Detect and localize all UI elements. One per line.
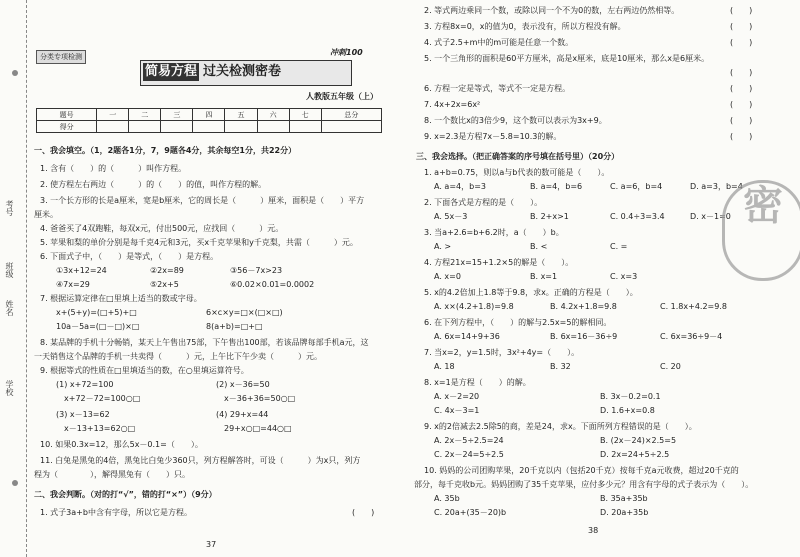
page-number: 38 [588, 526, 599, 535]
choice-7-option[interactable]: B. 32 [550, 362, 571, 371]
choice-2-option[interactable]: D. x－1=0 [690, 212, 731, 221]
question-9-item: (2) x－36=50 [216, 380, 270, 389]
score-cell[interactable] [193, 121, 225, 133]
question-4: 4. 爸爸买了4双跑鞋，每双x元，付出500元，应找回（ ）元。 [40, 224, 284, 233]
choice-10-option[interactable]: C. 20a+(35－20)b [434, 508, 507, 517]
answer-paren[interactable]: ( ) [730, 132, 753, 141]
question-2: 2. 使方程左右两边（ ）的（ ）的值，叫作方程的解。 [40, 180, 267, 189]
choice-8-option[interactable]: B. 3x－0.2=0.1 [600, 392, 661, 401]
choice-10-option[interactable]: B. 35a+35b [600, 494, 648, 503]
judge-1: 1. 式子3a+b中含有字母，所以它是方程。 [40, 508, 192, 517]
binding-margin [0, 0, 27, 557]
question-6-option: ④7x=29 [56, 280, 90, 289]
choice-5-option[interactable]: A. x×(4.2+1.8)=9.8 [434, 302, 514, 311]
choice-2-option[interactable]: B. 2+x>1 [530, 212, 569, 221]
margin-school-label: 学校 [5, 380, 14, 396]
binding-hole [12, 480, 18, 486]
choice-3: 3. 当a+2.6=b+6.2时，a（ ）b。 [424, 228, 564, 237]
question-5: 5. 苹果和梨的单价分别是每千克4元和3元，买x千克苹果和y千克梨，共需（ ）元。 [40, 238, 358, 247]
answer-paren[interactable]: ( ) [730, 38, 753, 47]
choice-2-option[interactable]: A. 5x－3 [434, 212, 468, 221]
choice-5: 5. x的4.2倍加上1.8等于9.8，求x。正确的方程是（ ）。 [424, 288, 638, 297]
section-1-heading: 一、我会填空。（1，2题各1分，7，9题各4分，其余每空1分，共22分） [34, 146, 297, 155]
page-number: 37 [206, 540, 217, 549]
score-cell[interactable] [225, 121, 257, 133]
question-9-item: x+72－72=100○□ [64, 394, 141, 403]
question-3-cont: 厘米。 [34, 210, 58, 219]
choice-10: 10. 妈妈的公司团购苹果，20千克以内（包括20千克）按每千克a元收费，超过20千克的 [424, 466, 739, 475]
question-6: 6. 下面式子中，（ ）是等式，（ ）是方程。 [40, 252, 219, 261]
score-header-cell: 总分 [321, 109, 381, 121]
title-highlight: 简易方程 [144, 64, 197, 79]
question-9-item: 29+x○□=44○□ [224, 424, 292, 433]
edition-label: 人教版五年级（上） [306, 92, 378, 101]
choice-8-option[interactable]: C. 4x－3=1 [434, 406, 480, 415]
score-header-cell: 题号 [37, 109, 97, 121]
question-7-item: 8(a+b)=□+□ [206, 322, 263, 331]
choice-6-option[interactable]: B. 6x=16－36÷9 [550, 332, 618, 341]
score-cell[interactable] [129, 121, 161, 133]
answer-paren[interactable]: ( ) [730, 68, 753, 77]
margin-name-label: 姓名 [5, 300, 14, 316]
margin-id-label: 考号 [5, 200, 14, 216]
choice-6-option[interactable]: C. 6x=36÷9－4 [660, 332, 723, 341]
score-cell[interactable] [321, 121, 381, 133]
question-9-item: (3) x－13=62 [56, 410, 110, 419]
score-header-cell: 四 [193, 109, 225, 121]
question-6-option: ①3x+12=24 [56, 266, 107, 275]
choice-4: 4. 方程21x=15+1.2×5的解是（ ）。 [424, 258, 574, 267]
choice-2-option[interactable]: C. 0.4÷3=3.4 [610, 212, 665, 221]
question-7-item: x+(5+y)=(□+5)+□ [56, 308, 137, 317]
judge-7: 7. 4x+2x=6x² [424, 100, 481, 109]
choice-10-option[interactable]: D. 20a+35b [600, 508, 649, 517]
choice-8-option[interactable]: D. 1.6+x=0.8 [600, 406, 655, 415]
score-row-label: 得分 [37, 121, 97, 133]
choice-1-option[interactable]: D. a=3，b=4 [690, 182, 743, 191]
score-cell[interactable] [289, 121, 321, 133]
title-banner [140, 60, 352, 86]
choice-10-cont: 部分，每千克收b元。妈妈团购了35千克苹果，应付多少元？用含有字母的式子表示为（ ）。 [414, 480, 754, 489]
choice-10-option[interactable]: A. 35b [434, 494, 460, 503]
answer-paren[interactable]: ( ) [730, 6, 753, 15]
choice-9-option[interactable]: C. 2x－24=5÷2.5 [434, 450, 504, 459]
score-header-cell: 一 [97, 109, 129, 121]
choice-6: 6. 在下列方程中，（ ）的解与2.5x=5的解相同。 [424, 318, 612, 327]
score-cell[interactable] [161, 121, 193, 133]
answer-paren[interactable]: ( ) [730, 84, 753, 93]
section-2-heading: 二、我会判断。（对的打“√”，错的打“×”）（9分） [34, 490, 217, 499]
score-header-cell: 三 [161, 109, 193, 121]
judge-5: 5. 一个三角形的面积是60平方厘米，高是x厘米，底是10厘米，那么x是6厘米。 [424, 54, 710, 63]
score-cell[interactable] [257, 121, 289, 133]
score-header-row [37, 109, 382, 121]
judge-2: 2. 等式两边乘同一个数，或除以同一个不为0的数，左右两边仍然相等。 [424, 6, 680, 15]
choice-3-option[interactable]: A. > [434, 242, 452, 251]
title-text: 过关检测密卷 [203, 64, 282, 79]
choice-7-option[interactable]: A. 18 [434, 362, 455, 371]
question-3: 3. 一个长方形的长是a厘米，宽是b厘米，它的周长是（ ）厘米，面积是（ ）平方 [40, 196, 365, 205]
question-6-option: ③56－7x>23 [230, 266, 283, 275]
question-6-option: ②2x=89 [150, 266, 184, 275]
choice-3-option[interactable]: C. = [610, 242, 628, 251]
choice-4-option[interactable]: C. x=3 [610, 272, 638, 281]
score-header-cell: 五 [225, 109, 257, 121]
answer-paren[interactable]: ( ) [730, 116, 753, 125]
question-11: 11. 白兔是黑兔的4倍，黑兔比白兔少360只，列方程解答时，可设（ ）为x只，列方 [40, 456, 361, 465]
choice-9-option[interactable]: D. 2x=24+5÷2.5 [600, 450, 670, 459]
choice-1: 1. a+b=0.75，则以a与b代表的数可能是（ ）。 [424, 168, 610, 177]
choice-7-option[interactable]: C. 20 [660, 362, 681, 371]
choice-7: 7. 当x=2，y=1.5时，3x²+4y=（ ）。 [424, 348, 580, 357]
question-9-item: (1) x+72=100 [56, 380, 114, 389]
judge-4: 4. 式子2.5+m中的m可能是任意一个数。 [424, 38, 574, 47]
question-7-item: 6×c×y=□×(□×□) [206, 308, 283, 317]
question-11-cont: 程为（ ），解得黑兔有（ ）只。 [34, 470, 190, 479]
answer-paren[interactable]: ( ) [352, 508, 375, 517]
choice-1-option[interactable]: C. a=6，b=4 [610, 182, 663, 191]
section-3-heading: 三、我会选择。（把正确答案的序号填在括号里）（20分） [416, 152, 620, 161]
question-9-item: x－13+13=62○□ [64, 424, 136, 433]
choice-5-option[interactable]: C. 1.8x+4.2=9.8 [660, 302, 727, 311]
right-page [400, 0, 800, 557]
choice-5-option[interactable]: B. 4.2x+1.8=9.8 [550, 302, 617, 311]
question-8: 8. 某品牌的手机十分畅销，某天上午售出75部，下午售出100部，若该品牌每部手机a元，这 [40, 338, 369, 347]
score-cell[interactable] [97, 121, 129, 133]
score-header-cell: 二 [129, 109, 161, 121]
score-value-row [37, 121, 382, 133]
choice-4-option[interactable]: B. x=1 [530, 272, 558, 281]
question-8-cont: 一天销售这个品牌的手机一共卖得（ ）元，上午比下午少卖（ ）元。 [34, 352, 322, 361]
secret-stamp: 密 [722, 180, 800, 281]
judge-9: 9. x=2.3是方程7x－5.8=10.3的解。 [424, 132, 562, 141]
choice-2: 2. 下面各式是方程的是（ ）。 [424, 198, 543, 207]
answer-paren[interactable]: ( ) [730, 100, 753, 109]
choice-9-option[interactable]: B. (2x－24)×2.5=5 [600, 436, 677, 445]
category-tag: 分类专项检测 [36, 50, 86, 64]
binding-hole [12, 70, 18, 76]
choice-9-option[interactable]: A. 2x－5÷2.5=24 [434, 436, 504, 445]
question-6-option: ⑤2x+5 [150, 280, 179, 289]
judge-6: 6. 方程一定是等式，等式不一定是方程。 [424, 84, 571, 93]
judge-3: 3. 方程8x=0，x的值为0，表示没有，所以方程没有解。 [424, 22, 626, 31]
question-9-item: x－36+36=50○□ [224, 394, 296, 403]
choice-3-option[interactable]: B. < [530, 242, 548, 251]
choice-8: 8. x=1是方程（ ）的解。 [424, 378, 531, 387]
score-header-cell: 七 [289, 109, 321, 121]
judge-8: 8. 一个数比x的3倍少9，这个数可以表示为3x+9。 [424, 116, 607, 125]
answer-paren[interactable]: ( ) [730, 22, 753, 31]
choice-1-option[interactable]: A. a=4，b=3 [434, 182, 486, 191]
choice-1-option[interactable]: B. a=4，b=6 [530, 182, 583, 191]
question-10: 10. 如果0.3x=12，那么5x－0.1=（ ）。 [40, 440, 203, 449]
score-table [36, 108, 382, 133]
score-header-cell: 六 [257, 109, 289, 121]
choice-9: 9. x的2倍减去2.5除5的商，差是24，求x。下面所列方程错误的是（ ）。 [424, 422, 697, 431]
question-9-item: (4) 29+x=44 [216, 410, 269, 419]
question-6-option: ⑥0.02×0.01=0.0002 [230, 280, 315, 289]
margin-class-label: 班级 [5, 262, 14, 278]
question-7: 7. 根据运算定律在□里填上适当的数或字母。 [40, 294, 202, 303]
question-7-item: 10a－5a=(□－□)×□ [56, 322, 140, 331]
choice-8-option[interactable]: A. x－2=20 [434, 392, 480, 401]
choice-6-option[interactable]: A. 6x=14+9+36 [434, 332, 500, 341]
choice-4-option[interactable]: A. x=0 [434, 272, 461, 281]
question-9: 9. 根据等式的性质在□里填适当的数，在○里填运算符号。 [40, 366, 249, 375]
series-label: 冲刺100 [330, 48, 363, 57]
question-1: 1. 含有（ ）的（ ）叫作方程。 [40, 164, 187, 173]
